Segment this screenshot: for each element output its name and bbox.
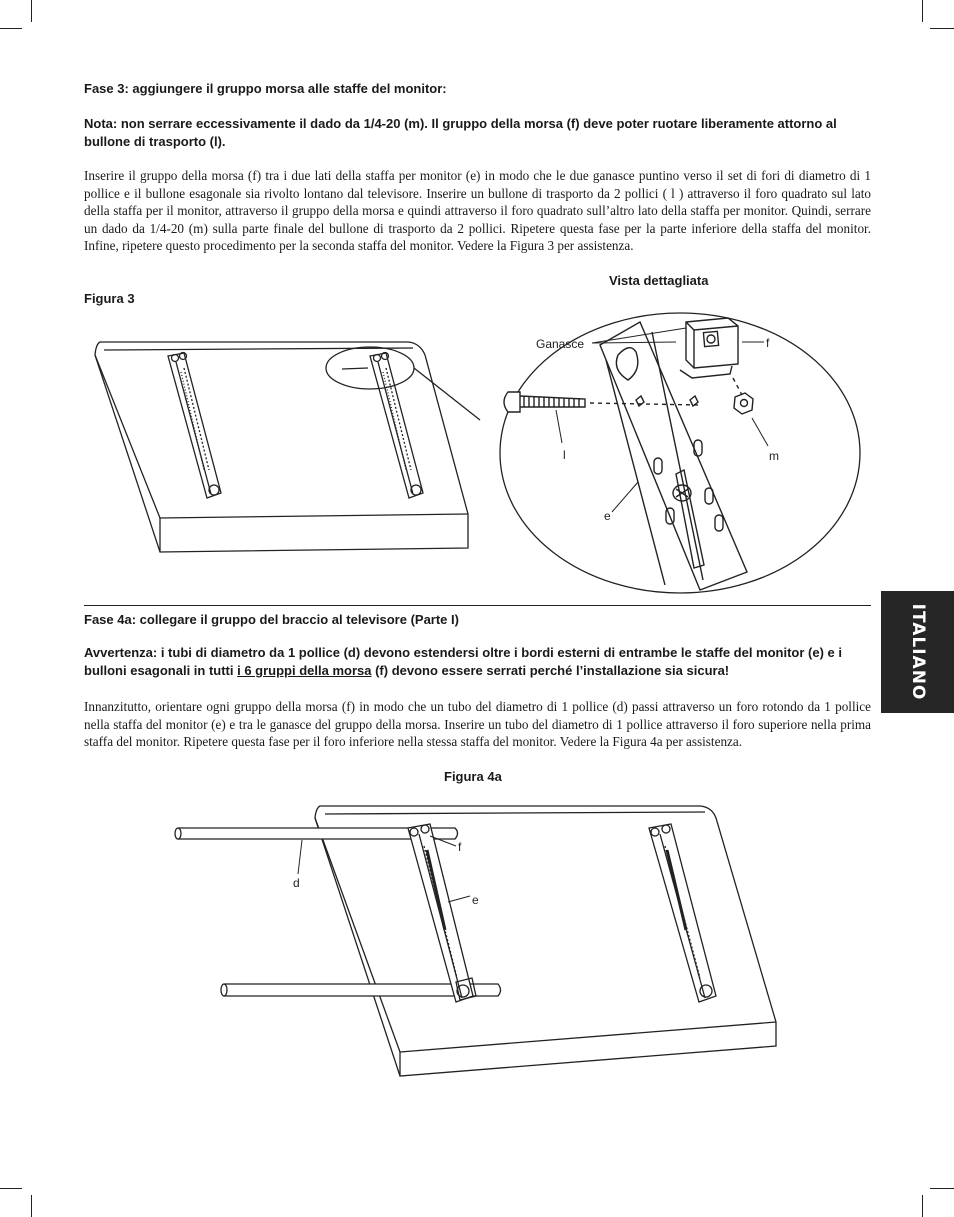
callout-clamp-f: f [766, 336, 770, 350]
detail-view-title: Vista dettagliata [609, 273, 709, 288]
figure3-label: Figura 3 [84, 291, 135, 306]
callout-bracket-e-4a: e [472, 893, 479, 907]
step3-heading: Fase 3: aggiungere il gruppo morsa alle staffe del monitor: [84, 81, 447, 96]
step3-body: Inserire il gruppo della morsa (f) tra i due lati della staffa per monitor (e) in modo che le due ganasce puntino verso il set di fori di diametro di 1 pollice e il bullone esagonale sia rivolto lontano dal televisore. Inserire un bullone di trasporto da 2 pollici ( l ) attraverso il foro quadrato sul lato della staffa per il monitor, attraverso il gruppo della morsa e quindi attraverso il foro quadrato sull’altro lato della staffa per monitor. Quindi, serrare un dado da 1/4-20 (m) sulla parte finale del bullone di trasporto da 2 pollici. Ripetere questa fase per la parte inferiore della staffa del monitor. Infine, ripetere questo procedimento per la seconda staffa del monitor. Vedere la Figura 3 per assistenza. [84, 168, 871, 253]
callout-nut-m: m [769, 449, 779, 463]
callout-bolt-l: l [563, 448, 566, 462]
callout-clamp-f-4a: f [458, 840, 462, 854]
callout-bracket-e: e [604, 509, 611, 523]
language-tab-label: ITALIANO [907, 603, 928, 701]
step4a-body: Innanzitutto, orientare ogni gruppo della morsa (f) in modo che un tubo del diametro di 1 pollice (d) passi attraverso un foro rotondo da 1 pollice nella staffa del monitor (e) e tra le ganasce del gruppo della morsa. Inserire un tubo del diametro di 1 pollice attraverso il foro superiore nella prima staffa del monitor. Ripetere questa fase per il foro inferiore nella stessa staffa del monitor. Vedere la Figura 4a per assistenza. [84, 699, 871, 749]
warning-text-end: (f) devono essere serrati perché l’installazione sia sicura! [371, 663, 730, 678]
step4a-heading: Fase 4a: collegare il gruppo del braccio al televisore (Parte I) [84, 612, 459, 627]
figure4a-label: Figura 4a [444, 769, 502, 784]
warning-text-start: Avvertenza: i tubi di diametro da 1 pollice (d) devono estendersi oltre i bordi esterni di entrambe le staffe del monitor (e) e i bulloni esagonali in tutti [84, 645, 842, 678]
step3-note: Nota: non serrare eccessivamente il dado da 1/4-20 (m). Il gruppo della morsa (f) deve poter ruotare liberamente attorno al bullone di trasporto (l). [84, 116, 837, 149]
callout-jaws: Ganasce [536, 337, 585, 351]
warning-text-underlined: i 6 gruppi della morsa [237, 663, 372, 678]
language-tab [881, 591, 954, 713]
callout-tube-d: d [293, 876, 300, 890]
